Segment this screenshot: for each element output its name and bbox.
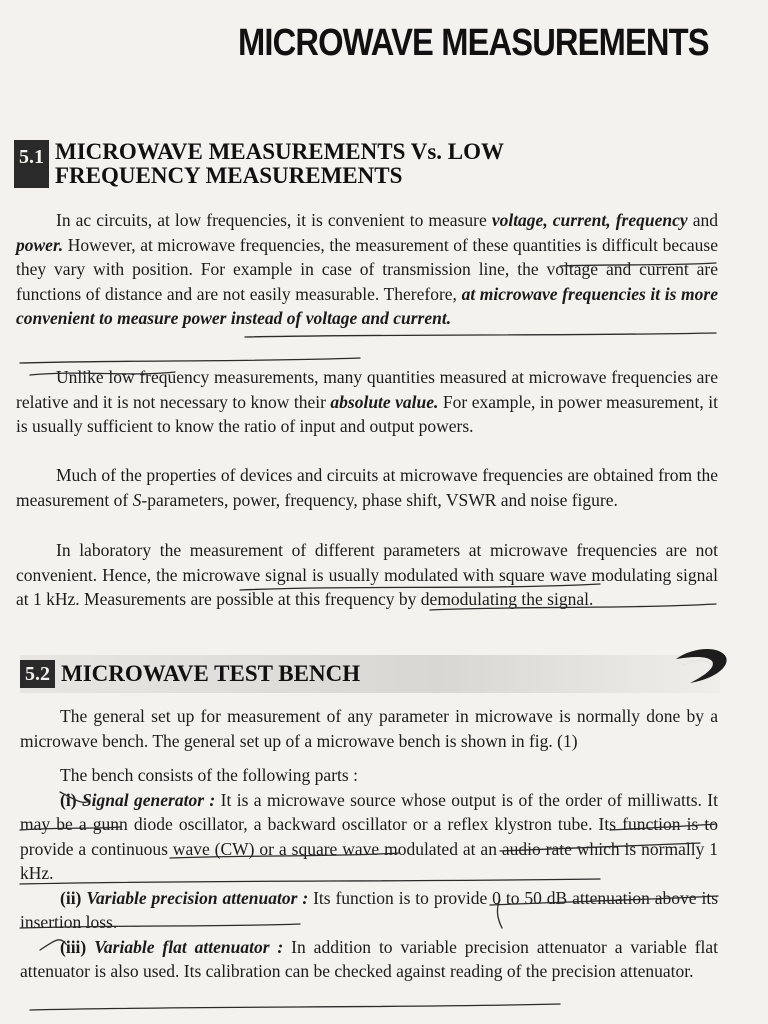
list-intro: The bench consists of the following parts :	[60, 765, 358, 785]
text-run: -parameters, power, frequency, phase shift, VSWR and noise figure.	[141, 489, 618, 510]
text-run: Much of the properties of devices and circuits at microwave frequencies are obtained from the measurement of	[16, 465, 718, 510]
section-number: 5.2	[20, 660, 55, 688]
section-5-2-heading	[20, 655, 720, 693]
emphasis-run: frequency	[615, 210, 688, 230]
list-item-text: Its function is to provide 0 to 50 dB attenuation above its insertion loss.	[20, 887, 719, 932]
list-item-heading: Variable flat attenuator :	[94, 936, 284, 957]
section-5-1-heading	[14, 140, 504, 188]
italic-run: S	[132, 489, 142, 510]
emphasis-run: voltage, current,	[491, 210, 611, 230]
paragraph-general-setup	[20, 704, 718, 753]
paragraph-relative-quantities	[16, 365, 718, 439]
text-run: In ac circuits, at low frequencies, it is convenient to measure	[56, 210, 492, 230]
text-run: Unlike low frequency measurements, many quantities measured at microwave frequencies are relative and it is not necessary to know their	[16, 367, 718, 412]
bench-parts-list	[20, 763, 718, 984]
text-run: In laboratory the measurement of different parameters at microwave frequencies are not convenient. Hence, the microwave signal is usually modulated with square wave modulating signal at 1 kHz. Measurements are possible at this frequency by demodulating the signal.	[16, 540, 718, 609]
list-item-number: (ii)	[60, 887, 82, 908]
section-title-line-1: MICROWAVE MEASUREMENTS Vs. LOW	[55, 139, 504, 164]
emphasis-run: absolute value.	[330, 391, 439, 412]
section-title-line-2: FREQUENCY MEASUREMENTS	[55, 163, 403, 188]
list-item-heading: Variable precision attenuator :	[86, 887, 309, 908]
list-item-heading: Signal generator :	[81, 789, 216, 810]
emphasis-run: at microwave frequencies it is more convenient to measure power instead of voltage and current.	[16, 283, 718, 328]
paragraph-s-parameters	[16, 463, 718, 512]
list-item-text: In addition to variable precision attenuator a variable flat attenuator is also used. Its calibration can be checked against reading of the precision attenuator.	[20, 936, 719, 981]
list-item-text: It is a microwave source whose output is of the order of milliwatts. It may be a gunn diode oscillator, a backward oscillator or a reflex klystron tube. Its function is to provide a continuous wave (CW) or a square wave modulated at an audio rate which is normally 1 kHz.	[20, 789, 718, 883]
text-run: and	[687, 210, 718, 230]
section-number: 5.1	[14, 140, 49, 188]
text-run: However, at microwave frequencies, the measurement of these quantities is difficult because they vary with position. For example in case of transmission line, the voltage and current are functions of distance and are not easily measurable. Therefore,	[16, 234, 718, 304]
text-run: For example, in power measurement, it is usually sufficient to know the ratio of input and output powers.	[16, 391, 718, 436]
section-title	[55, 140, 504, 188]
text-run: The general set up for measurement of any parameter in microwave is normally done by a microwave bench. The general set up of a microwave bench is shown in fig. (1)	[20, 706, 718, 751]
paragraph-laboratory	[16, 538, 718, 612]
list-item-number: (iii)	[60, 936, 87, 957]
list-item	[20, 886, 718, 935]
paragraph-ac-circuits	[16, 208, 718, 331]
list-item	[20, 935, 718, 984]
section-title: MICROWAVE TEST BENCH	[61, 661, 361, 686]
emphasis-run: power.	[16, 234, 64, 255]
list-item-number: (i)	[60, 789, 77, 810]
brush-stroke-icon	[672, 645, 730, 687]
list-item	[20, 788, 718, 886]
page-title: MICROWAVE MEASUREMENTS	[238, 22, 709, 64]
